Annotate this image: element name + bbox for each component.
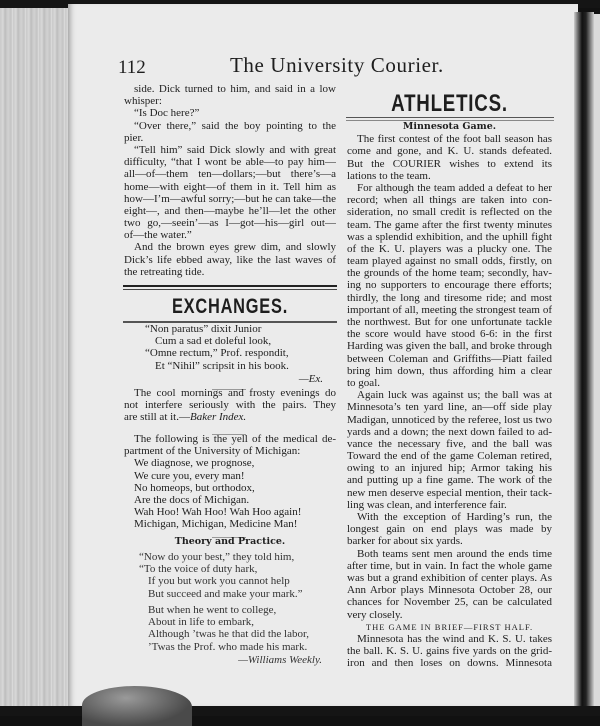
paragraph-line: after time, but in vain. In fact the whole game bbox=[347, 559, 552, 572]
paragraph-line: team. The game after the first twenty minutes bbox=[347, 218, 552, 231]
paragraph-line: the grounds of the home team; secondly, hav- bbox=[347, 267, 552, 280]
verse-line: Et “Nihil” scripsit in his book. bbox=[155, 359, 289, 372]
paragraph-line: new men deserve especial mention, their tack- bbox=[347, 486, 552, 499]
verse-line: “Non paratus” dixit Junior bbox=[145, 323, 262, 335]
paragraph-line: The cool mornings and frosty evenings do bbox=[134, 387, 336, 399]
athletics-heading: ATHLETICS. bbox=[391, 90, 508, 117]
paragraph-line: was a splendid exhibition, and the uphill fight bbox=[347, 230, 552, 243]
paragraph-line: between Coleman and Griffiths—Piatt failed bbox=[347, 352, 552, 365]
page-stack-edge bbox=[0, 8, 70, 708]
paragraph-line: lations to the team. bbox=[347, 169, 431, 182]
page-number: 112 bbox=[118, 57, 146, 78]
verse-line: But when he went to college, bbox=[148, 604, 277, 616]
theory-source: —Williams Weekly. bbox=[238, 654, 322, 666]
paragraph-line: Dick’s life ebbed away, like the last waves of bbox=[124, 253, 336, 266]
paragraph-line: yards and a down; the next down failed to ad- bbox=[347, 425, 552, 438]
paragraph-line: very closely. bbox=[347, 608, 403, 621]
thumb bbox=[82, 686, 192, 726]
section-rule bbox=[123, 285, 337, 287]
paragraph-line: was but a grand exhibition of center plays. As bbox=[347, 571, 552, 584]
article-subheading: Minnesota Game. bbox=[402, 121, 497, 132]
verse-line: If you but work you cannot help bbox=[148, 575, 290, 588]
paragraph-line: home—with eight—of them in it. Tell him as bbox=[124, 180, 336, 193]
verse-line: Michigan, Michigan, Medicine Man! bbox=[134, 518, 298, 531]
book-gutter bbox=[574, 12, 594, 712]
paragraph-line: not interfere seriously with the pairs. They bbox=[124, 399, 336, 412]
paragraph-line: difficulty, “that I wont be able—to pay him— bbox=[124, 156, 336, 169]
source-citation: Baker Index. bbox=[189, 411, 247, 424]
paragraph-line: chances for November 25, can be calculated bbox=[347, 596, 552, 609]
paragraph-line: With the exception of Harding’s run, the bbox=[357, 511, 552, 523]
paragraph-line: “Tell him” said Dick slowly and with great bbox=[134, 143, 336, 156]
paragraph-line: eight—, and then—maybe he’ll—let the other bbox=[124, 204, 336, 217]
paragraph-line: And the brown eyes grew dim, and slowly bbox=[134, 241, 336, 254]
paragraph-line: bring him down, thus affording him a clear bbox=[347, 364, 552, 377]
paragraph-line: partment of the University of Michigan: bbox=[124, 445, 301, 458]
paragraph-line: Harding was given the ball, and broke through bbox=[347, 340, 552, 353]
paragraph-line: iron and then loses on downs. Minnesota bbox=[347, 657, 552, 670]
athletics-article bbox=[347, 121, 552, 669]
paragraph-line: Ann Arbor plays Minnesota October 28, our bbox=[347, 584, 552, 597]
paragraph-line: Toward the end of the game Coleman retired, bbox=[347, 450, 552, 463]
theory-stanza-2 bbox=[148, 604, 338, 653]
paragraph-line: whisper: bbox=[124, 95, 162, 108]
verse-line: ’Twas the Prof. who made his mark. bbox=[148, 640, 308, 653]
verse-line: We cure you, every man! bbox=[134, 469, 245, 482]
paragraph-line: ling was clean, and interference fair. bbox=[347, 498, 507, 511]
paragraph-line: how—I’m—awful sorry;—but he can take—the bbox=[124, 192, 336, 205]
paragraph-line: owing to an injured hip; Armor taking his bbox=[347, 462, 552, 475]
paragraph-line: Minnesota has the wind and K. S. U. takes bbox=[357, 632, 552, 645]
journal-title: The University Courier. bbox=[230, 53, 444, 77]
paragraph-line: come and gone, and K. U. stands defeated. bbox=[347, 145, 552, 158]
paragraph-line: and putting up a fine game. The work of the bbox=[347, 474, 552, 487]
paragraph-line: the northwest. But for one unfortunate tackle bbox=[347, 316, 552, 328]
paragraph-line: record; when all things are taken into con- bbox=[347, 194, 552, 207]
paragraph-line: important of all, meeting the strongest team of bbox=[347, 303, 552, 316]
story-ending bbox=[124, 83, 336, 278]
paragraph-line: The first contest of the foot ball season has bbox=[357, 133, 552, 146]
paragraph-line: Madigan, unnoticed by the referee, lost us two bbox=[347, 413, 552, 426]
verse-line: About in life to embark, bbox=[148, 616, 255, 629]
paragraph-line: vance the necessary five, and the ball was bbox=[347, 437, 552, 450]
paragraph-line: The following is the yell of the medical de- bbox=[134, 433, 336, 445]
paragraph-line: the retreating tide. bbox=[124, 265, 205, 278]
paragraph-line: sideration, no small credit is reflected on the bbox=[347, 206, 552, 219]
paragraph-line: of the K. U. players was a plucky one. The bbox=[347, 242, 552, 255]
paragraph-line: all—of—them ten—dollars;—but there’s—a bbox=[124, 168, 336, 181]
paragraph-line: pier. bbox=[124, 131, 144, 144]
paragraph-line: side. Dick turned to him, and said in a low bbox=[134, 83, 336, 95]
section-rule bbox=[346, 117, 554, 118]
verse-line: Wah Hoo! Wah Hoo! Wah Hoo again! bbox=[134, 506, 302, 519]
next-page-edge bbox=[594, 14, 600, 714]
paragraph-line: barker for about six yards. bbox=[347, 535, 463, 548]
paragraph-line: Both teams sent men around the ends time bbox=[357, 547, 552, 560]
section-rule bbox=[123, 289, 337, 290]
paragraph-line: two go,—seein’—as I—got—his—girl out— bbox=[124, 217, 336, 230]
paragraph-line: Again luck was against us; the ball was at bbox=[357, 389, 552, 402]
paragraph-line: to goal. bbox=[347, 376, 380, 389]
paragraph-line: of—the water.” bbox=[124, 229, 192, 242]
verse-line: “To the voice of duty hark, bbox=[139, 563, 258, 576]
paragraph-line: longest gain on end plays was made by bbox=[347, 523, 552, 536]
verse-line: But succeed and make your mark.” bbox=[148, 587, 303, 600]
paragraph-line bbox=[124, 411, 336, 423]
paragraph-line: thirdly, the long and tiresome ride; and most bbox=[347, 291, 552, 304]
verse-line: “Now do your best,” they told him, bbox=[139, 551, 295, 563]
paragraph-line: Minnesota’s ten yard line, an—off side play bbox=[347, 401, 552, 414]
theory-heading: Theory and Practice. bbox=[174, 536, 286, 547]
paragraph-line: “Is Doc here?” bbox=[134, 107, 200, 120]
verse-line: Cum a sad et doleful look, bbox=[155, 335, 272, 348]
paragraph-line: the ball. K. S. U. gains five yards on the grid- bbox=[347, 645, 552, 658]
cool-mornings-item bbox=[124, 387, 336, 424]
medical-yell-item bbox=[124, 433, 336, 531]
game-in-brief-heading: THE GAME IN BRIEF—FIRST HALF. bbox=[365, 621, 534, 632]
paragraph-line: the score would have stood 6-6: in the first bbox=[347, 328, 552, 341]
latin-poem bbox=[145, 323, 335, 372]
paragraph-line: But the COURIER wishes to extend its bbox=[347, 157, 552, 170]
paragraph-line: For although the team added a defeat to her bbox=[357, 181, 552, 194]
theory-stanza-1 bbox=[139, 551, 334, 600]
verse-line: We diagnose, we prognose, bbox=[134, 457, 255, 470]
paragraph-line: “Over there,” said the boy pointing to the bbox=[134, 119, 336, 132]
exchanges-heading: EXCHANGES. bbox=[171, 295, 289, 318]
paragraph-text: are still at it.— bbox=[124, 411, 190, 424]
verse-line: No homeops, but orthodox, bbox=[134, 481, 255, 494]
verse-line: Although ’twas he that did the labor, bbox=[148, 628, 309, 641]
paragraph-line: ing no supporters to encourage there efforts; bbox=[347, 279, 552, 292]
verse-line: Are the docs of Michigan. bbox=[134, 493, 250, 506]
paragraph-line: team played against no small odds, firstly, on bbox=[347, 255, 552, 268]
verse-line: “Omne rectum,” Prof. respondit, bbox=[145, 347, 289, 360]
latin-source: —Ex. bbox=[298, 373, 323, 385]
